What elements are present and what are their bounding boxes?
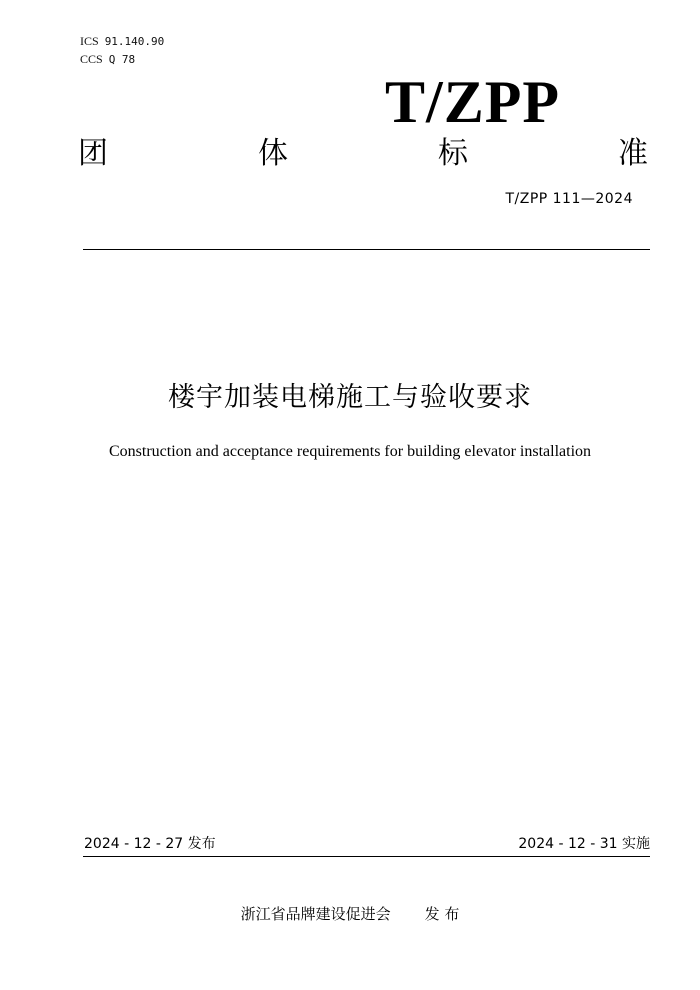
implementation-date: 2024 - 12 - 31 实施 [518,836,650,852]
top-divider [83,249,650,250]
ics-label: ICS [80,34,99,48]
document-title-en: Construction and acceptance requirements for building elevator installation [108,443,592,460]
standard-number: T/ZPP 111—2024 [505,191,633,207]
ics-code [80,34,164,49]
publisher-name: 浙江省品牌建设促进会 [240,905,391,923]
ccs-value: Q 78 [108,53,136,66]
document-title-zh: 楼宇加装电梯施工与验收要求 [168,382,532,413]
bottom-divider [83,856,650,857]
standard-type-char: 标 [438,136,468,171]
ccs-code [80,52,135,67]
publisher-line [0,904,700,924]
ccs-label: CCS [80,52,103,66]
standard-type-heading [78,136,648,172]
publish-action: 发 布 [424,905,460,923]
standard-logo: T/ZPP [385,69,561,135]
standard-type-char: 体 [258,136,288,171]
issue-date: 2024 - 12 - 27 发布 [84,836,216,852]
ics-value: 91.140.90 [104,35,165,48]
standard-type-char: 团 [78,136,108,171]
standard-type-char: 准 [618,136,648,171]
